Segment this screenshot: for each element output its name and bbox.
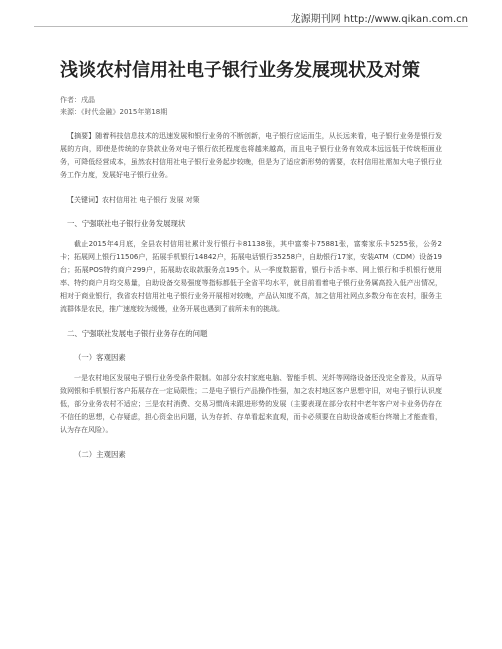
article-title: 浅谈农村信用社电子银行业务发展现状及对策 — [60, 60, 420, 81]
section-heading-2: 二、宁强联社发展电子银行业务存在的问题 — [67, 329, 208, 338]
keywords-line: 【关键词】农村信用社 电子银行 发展 对策 — [67, 196, 200, 204]
site-header-link[interactable]: 龙源期刊网 http://www.qikan.com.cn — [290, 14, 468, 25]
subsection-objective-paragraph: 一是农村地区发展电子银行业务受条件限制。如部分农村家庭电脑、智能手机、光纤等网络设备还没完全普及，从而导致网银和手机银行客户拓展存在一定局限性；二是电子银行产品操作性强，加之农村地区客户思想守旧，对电子银行认识度低，部分业务农村不适应；三是农村消费、交易习惯尚未跟进形势的发展（主要表现在部分农村中老年客户对卡业务仍存在不信任的思想，心存疑虑，担心资金出问题，认为存折、存单看起来直观，而卡必须要在自助设备或柜台终端上才能查看，认为存在风险）。 — [60, 374, 442, 434]
header-divider — [34, 26, 468, 27]
section-heading-1: 一、宁强联社电子银行业务发展现状 — [67, 219, 186, 228]
source-line: 来源：《时代金融》2015年第18期 — [60, 108, 168, 116]
section-1-paragraph: 截止2015年4月底，全县农村信用社累计发行银行卡81138张，其中富秦卡75881张，富秦家乐卡5255张，公务2卡；拓展网上银行11506户，拓展手机银行14842户，拓展电话银行35258户，自助银行17家，安装ATM（CDM）设备19台；拓展POS特约商户299户，拓展助农取款服务点195个。从一季度数据看，银行卡活卡率、网上银行和手机银行使用率、特约商户月均交易量，自助设备交易强度等指标都低于全省平均水平，就目前看着电子银行业务属高投入低产出情况，相对于商业银行，我省农村信用社电子银行业务开展相对较晚，产品认知度不高，加之信用社网点多数分布在农村，服务主流群体是农民，推广速度较为缓慢，业务开展也遇到了前所未有的挑战。 — [60, 240, 442, 313]
article-body — [60, 58, 442, 461]
subsection-heading-objective: （一）客观因素 — [74, 353, 126, 362]
subsection-heading-subjective: （二）主观因素 — [74, 450, 126, 459]
author-line: 作者：戌晶 — [60, 96, 95, 104]
abstract-paragraph: 【摘要】随着科技信息技术的迅速发展和银行业务的不断创新，电子银行应运而生，从长远来看，电子银行业务是银行发展的方向，即使是传统的存贷款业务对电子银行依托程度也将越来越高，而且电子银行业务有效成本远远低于传统柜面业务，可降低经营成本，虽然农村信用社电子银行业务起步较晚，但是为了适应新形势的需要，农村信用社需加大电子银行业务工作力度，发展好电子银行业务。 — [60, 132, 442, 179]
